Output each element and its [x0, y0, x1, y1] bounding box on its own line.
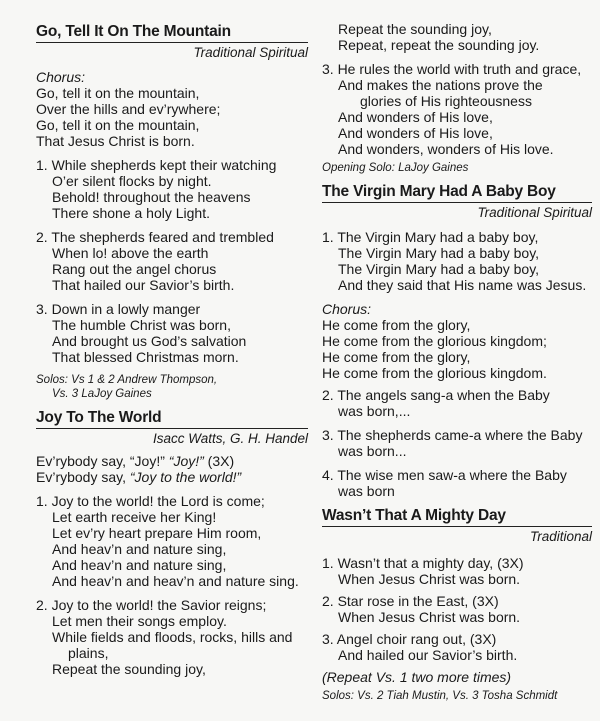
verse-line: Repeat the sounding joy, [52, 661, 206, 677]
verse-line: The Virgin Mary had a baby boy, [338, 261, 540, 277]
verse-line: Let earth receive her King! [52, 509, 217, 525]
verse-line: 1. The Virgin Mary had a baby boy, [322, 229, 539, 245]
solo-credit: Solos: Vs 1 & 2 Andrew Thompson, [36, 374, 218, 386]
lyric-line: He come from the glory, [322, 349, 471, 365]
song-attribution: Traditional Spiritual [477, 205, 592, 220]
verse-line: And brought us God’s salvation [52, 333, 247, 349]
solo-credit: Opening Solo: LaJoy Gaines [322, 162, 469, 174]
lyric-line: That Jesus Christ is born. [36, 133, 195, 149]
verse-line: 3. Angel choir rang out, (3X) [322, 631, 497, 647]
song-attribution: Traditional Spiritual [193, 45, 308, 60]
verse-line: 3. Down in a lowly manger [36, 301, 201, 317]
verse-line: That blessed Christmas morn. [52, 349, 239, 365]
verse-line: Let men their songs employ. [52, 613, 227, 629]
song-attribution: Traditional [529, 529, 592, 544]
verse-line: glories of His righteousness [360, 93, 532, 109]
verse-line: The Virgin Mary had a baby boy, [338, 245, 540, 261]
intro-line: Ev’rybody say, “Joy to the world!” [36, 469, 242, 485]
verse-line: 1. While shepherds kept their watching [36, 157, 277, 173]
verse-line: 4. The wise men saw-a where the Baby [322, 467, 567, 483]
lyric-line: He come from the glorious kingdom; [322, 333, 547, 349]
verse-line: 2. Star rose in the East, (3X) [322, 593, 499, 609]
verse-line: When lo! above the earth [52, 245, 209, 261]
solo-credit: Solos: Vs. 2 Tiah Mustin, Vs. 3 Tosha Schmidt [322, 690, 558, 702]
intro-line: Ev’rybody say, “Joy!” “Joy!” (3X) [36, 453, 235, 469]
verse-line: And they said that His name was Jesus. [338, 277, 587, 293]
verse-line: 2. The angels sang-a when the Baby [322, 387, 550, 403]
verse-line: That hailed our Savior’s birth. [52, 277, 235, 293]
verse-line: While fields and floods, rocks, hills and [52, 629, 293, 645]
verse-line: When Jesus Christ was born. [338, 609, 521, 625]
solo-credit: Vs. 3 LaJoy Gaines [52, 388, 152, 400]
verse-line: 3. He rules the world with truth and grace, [322, 61, 582, 77]
lyric-line: Over the hills and ev’rywhere; [36, 101, 221, 117]
verse-line: 2. The shepherds feared and trembled [36, 229, 274, 245]
verse-line: O’er silent flocks by night. [52, 173, 212, 189]
verse-line: Let ev’ry heart prepare Him room, [52, 525, 262, 541]
verse-line: And wonders of His love, [338, 109, 493, 125]
verse-line: 2. Joy to the world! the Savior reigns; [36, 597, 267, 613]
verse-line: And heav’n and nature sing, [52, 557, 227, 573]
verse-line: And heav’n and heav’n and nature sing. [52, 573, 299, 589]
verse-line: was born [338, 483, 395, 499]
song-title: Joy To The World [36, 409, 308, 429]
lyric-line: He come from the glory, [322, 317, 471, 333]
song-attribution: Isacc Watts, G. H. Handel [152, 431, 308, 446]
lyric-line: He come from the glorious kingdom. [322, 365, 547, 381]
verse-line: Behold! throughout the heavens [52, 189, 251, 205]
verse-line: was born... [338, 443, 407, 459]
verse-line: And hailed our Savior’s birth. [338, 647, 518, 663]
song-title: Wasn’t That A Mighty Day [322, 507, 592, 527]
repeat-note: (Repeat Vs. 1 two more times) [322, 669, 512, 685]
verse-line: When Jesus Christ was born. [338, 571, 521, 587]
verse-line: The humble Christ was born, [52, 317, 231, 333]
verse-line: 3. The shepherds came-a where the Baby [322, 427, 583, 443]
verse-line: 1. Joy to the world! the Lord is come; [36, 493, 265, 509]
lyric-line: Go, tell it on the mountain, [36, 117, 200, 133]
verse-line: plains, [68, 645, 109, 661]
verse-line: 1. Wasn’t that a mighty day, (3X) [322, 555, 524, 571]
chorus-label: Chorus: [36, 69, 86, 85]
verse-line: Repeat, repeat the sounding joy. [338, 37, 540, 53]
verse-line: And wonders of His love, [338, 125, 493, 141]
song-title: Go, Tell It On The Mountain [36, 23, 308, 43]
verse-line: And wonders, wonders of His love. [338, 141, 554, 157]
verse-line: was born,... [338, 403, 411, 419]
verse-line: There shone a holy Light. [52, 205, 210, 221]
left-column [36, 0, 308, 677]
verse-line: Rang out the angel chorus [52, 261, 217, 277]
chorus-label: Chorus: [322, 301, 372, 317]
verse-line: Repeat the sounding joy, [338, 21, 492, 37]
lyric-line: Go, tell it on the mountain, [36, 85, 200, 101]
verse-line: And heav’n and nature sing, [52, 541, 227, 557]
song-title: The Virgin Mary Had A Baby Boy [322, 183, 592, 203]
verse-line: And makes the nations prove the [338, 77, 543, 93]
right-column [322, 0, 592, 703]
